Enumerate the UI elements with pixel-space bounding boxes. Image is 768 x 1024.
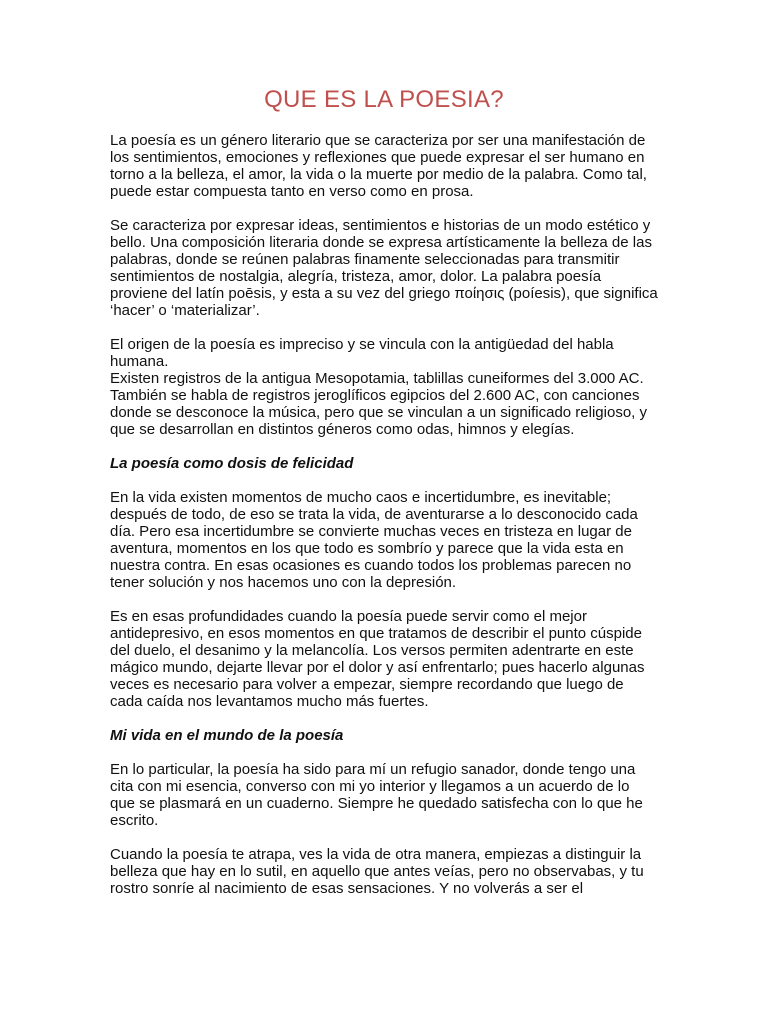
paragraph-characteristics: Se caracteriza por expresar ideas, sentimientos e historias de un modo estético y bello. Una composición literaria donde se expresa artísticamente la belleza de las palabras, donde se reúnen palabras finamente seleccionadas para transmitir sentimientos de nostalgia, alegría, tristeza, amor, dolor. La palabra poesía proviene del latín poēsis, y esta a su vez del griego ποίησις (poíesis), que significa ‘hacer’ o ‘materializar’. — [110, 217, 658, 319]
origin-line-1: El origen de la poesía es impreciso y se vincula con la antigüedad del habla humana. — [110, 336, 614, 370]
document-body — [110, 132, 658, 914]
document-title: QUE ES LA POESIA? — [264, 86, 504, 113]
paragraph-definition: La poesía es un género literario que se caracteriza por ser una manifestación de los sentimientos, emociones y reflexiones que puede expresar el ser humano en torno a la belleza, el amor, la vida o la muerte por medio de la palabra. Como tal, puede estar compuesta tanto en verso como en prosa. — [110, 132, 647, 200]
paragraph-origin — [110, 336, 658, 438]
section-heading-felicidad: La poesía como dosis de felicidad — [110, 455, 354, 472]
paragraph-captured: Cuando la poesía te atrapa, ves la vida de otra manera, empiezas a distinguir la belleza que hay en lo sutil, en aquello que antes veías, pero no observabas, y tu rostro sonríe al nacimiento de esas sensaciones. Y no volverás a ser el — [110, 846, 644, 897]
paragraph-chaos: En la vida existen momentos de mucho caos e incertidumbre, es inevitable; después de todo, de eso se trata la vida, de aventurarse a lo desconocido cada día. Pero esa incertidumbre se convierte muchas veces en tristeza en lugar de aventura, momentos en los que todo es sombrío y parece que la vida esta en nuestra contra. En esas ocasiones es cuando todos los problemas parecen no tener solución y nos hacemos uno con la depresión. — [110, 489, 638, 591]
paragraph-refuge: En lo particular, la poesía ha sido para mí un refugio sanador, donde tengo una cita con mi esencia, converso con mi yo interior y llegamos a un acuerdo de lo que se plasmará en un cuaderno. Siempre he quedado satisfecha con lo que he escrito. — [110, 761, 643, 829]
section-heading-mi-vida: Mi vida en el mundo de la poesía — [110, 727, 344, 744]
origin-line-2: Existen registros de la antigua Mesopotamia, tablillas cuneiformes del 3.000 AC. — [110, 370, 644, 387]
paragraph-antidepressant: Es en esas profundidades cuando la poesía puede servir como el mejor antidepresivo, en esos momentos en que tratamos de describir el punto cúspide del duelo, el desanimo y la melancolía. Los versos permiten adentrarte en este mágico mundo, dejarte llevar por el dolor y así enfrentarlo; pues hacerlo algunas veces es necesario para volver a empezar, siempre recordando que luego de cada caída nos levantamos mucho más fuertes. — [110, 608, 645, 710]
origin-line-3: También se habla de registros jeroglíficos egipcios del 2.600 AC, con canciones donde se desconoce la música, pero que se vinculan a un significado religioso, y que se desarrollan en distintos géneros como odas, himnos y elegías. — [110, 387, 647, 438]
